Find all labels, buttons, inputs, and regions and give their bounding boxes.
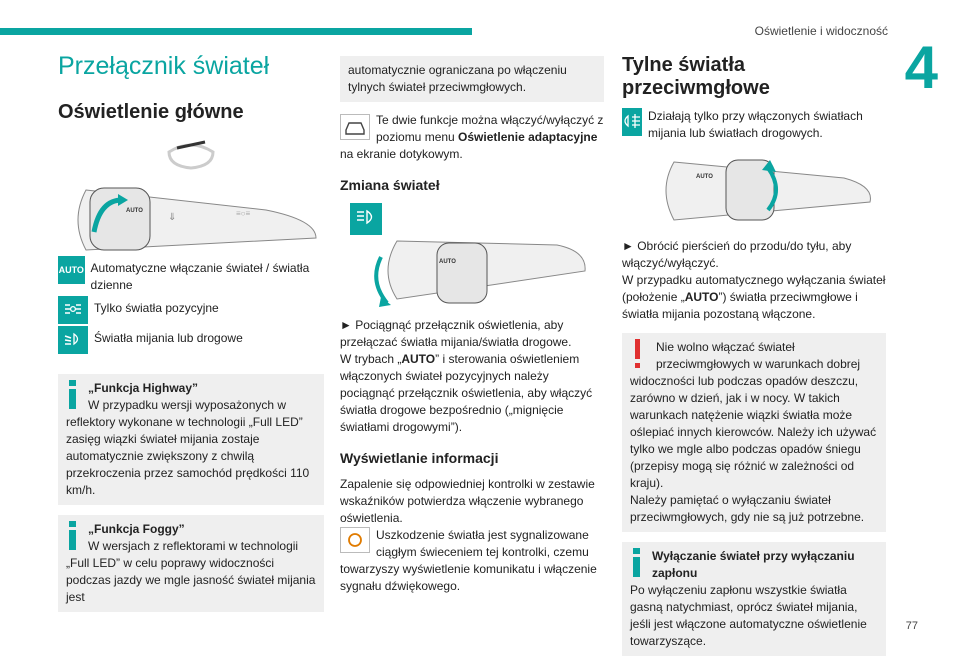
list-item-text: Światła mijania lub drogowe (94, 331, 243, 345)
list-item-auto (58, 256, 324, 294)
note-continued: automatycznie ograniczana po włączeniu tylnych świateł przeciwmgłowych. (340, 56, 604, 102)
warning-box: Nie wolno włączać świateł przeciwmgłowych w warunkach dobrej widoczności lub podczas opadów deszczu, zarówno w dzień, jak i w nocy. W takich warunkach natężenie wiązki światła może oślepiać innych kierowców. Należy ich używać tylko we mgle albo podczas opadów śniegu (przepisy mogą się różnić w zależności od kraju). Należy pamiętać o wyłączaniu świateł przeciwmgłowych, gdy nie są już potrzebne. (622, 333, 886, 532)
svg-text:≡○≡: ≡○≡ (236, 209, 251, 218)
steering-wheel-icon (161, 132, 221, 172)
note-foggy (58, 515, 324, 612)
page-title: Przełącznik świateł (58, 52, 270, 80)
page-number: 77 (905, 620, 918, 632)
note-ignition: Wyłączanie świateł przy wyłączaniu zapłonu Po wyłączeniu zapłonu wszystkie światła gasną natychmiast, oprócz świateł mijania, jeśli jest włączone automatyczne oświetlenie towarzyszące. (622, 542, 886, 656)
fog-intro: Działają tylko przy włączonych światłach mijania lub światłach drogowych. (622, 108, 886, 142)
auto-icon: AUTO (58, 256, 85, 284)
warning-icon (630, 339, 644, 369)
change-text: ► Pociągnąć przełącznik oświetlenia, aby przełączać światła mijania/światła drogowe. (340, 318, 572, 349)
heading-main-lighting: Oświetlenie główne (58, 101, 244, 123)
info-icon (630, 548, 644, 578)
svg-text:AUTO: AUTO (439, 259, 456, 265)
position-lights-icon (58, 296, 88, 324)
auto-text: W przypadku automatycznego wyłączania świateł (położenie „AUTO”) światła przeciwmgłowe i światła mijania pozostaną włączone. (622, 273, 886, 321)
note-title: „Funkcja Highway” (88, 381, 199, 395)
list-item-position (58, 296, 324, 324)
dipped-main-beam-icon (58, 326, 88, 354)
fault-text: Uszkodzenie światła jest sygnalizowane ciągłym świeceniem tej kontrolki, czemu towarzyszy wyświetlenie komunikatu i włączenie sygnału dźwiękowego. (340, 528, 597, 593)
car-icon (340, 114, 370, 140)
svg-text:AUTO: AUTO (126, 208, 143, 214)
list-item-text: Tylko światła pozycyjne (94, 301, 219, 315)
column-left (58, 48, 324, 612)
light-stalk-illustration (66, 180, 316, 254)
heading-rear-fog: Tylne światła przeciwmgłowe (622, 54, 770, 99)
info-icon (66, 380, 80, 410)
turn-text: ► Obrócić pierścień do przodu/do tyłu, aby włączyć/wyłączyć. (622, 239, 852, 270)
lamp-fault-icon (340, 527, 370, 553)
note-body: W wersjach z reflektorami w technologii „Full LED” w celu poprawy widoczności podczas jazdy we mgle jasność świateł mijania jest (66, 539, 316, 604)
note-title: „Funkcja Foggy” (88, 522, 185, 536)
column-middle (340, 56, 604, 595)
section-title: Oświetlenie i widoczność (754, 24, 888, 38)
info-text: Zapalenie się odpowiedniej kontrolki w zestawie wskaźników potwierdza włączenie wybranego oświetlenia. (340, 477, 595, 525)
rear-fog-icon (622, 108, 642, 136)
menu-name: Oświetlenie adaptacyjne (458, 130, 598, 144)
main-beam-icon (350, 203, 382, 235)
info-icon (66, 521, 80, 551)
heading-change-lights: Zmiana świateł (340, 177, 440, 193)
svg-text:⇓: ⇓ (168, 212, 177, 223)
heading-info-display: Wyświetlanie informacji (340, 450, 499, 466)
change-text-auto: W trybach „AUTO” i sterowania oświetleniem włączonych świateł pozycyjnych należy pociągnąć przełącznik oświetlenia, aby włączyć światła drogowe bezpośrednio („mignięcie światłami drogowymi”). (340, 352, 593, 434)
adaptive-lighting-paragraph: Te dwie funkcje można włączyć/wyłączyć z poziomu menu Oświetlenie adaptacyjne na ekranie dotykowym. (340, 113, 604, 161)
list-item-text: Automatyczne włączanie świateł / światła dzienne (90, 261, 310, 292)
fog-ring-illustration (634, 150, 874, 226)
note-body: W przypadku wersji wyposażonych w reflektory wykonane w technologii „Full LED” zasięg wiązki świateł mijania zostaje automatycznie zwiększony z chwilą przekroczenia przez samochód prędkości 110 km/h. (66, 398, 310, 497)
chapter-number: 4 (904, 34, 938, 101)
note-highway (58, 374, 324, 505)
svg-text:AUTO: AUTO (696, 174, 713, 180)
header-accent-bar (0, 28, 472, 35)
note-title: Wyłączanie świateł przy wyłączaniu zapłonu (652, 549, 855, 580)
list-item-dipped (58, 326, 324, 354)
stalk-pull-illustration (357, 231, 587, 311)
column-right (622, 48, 886, 656)
